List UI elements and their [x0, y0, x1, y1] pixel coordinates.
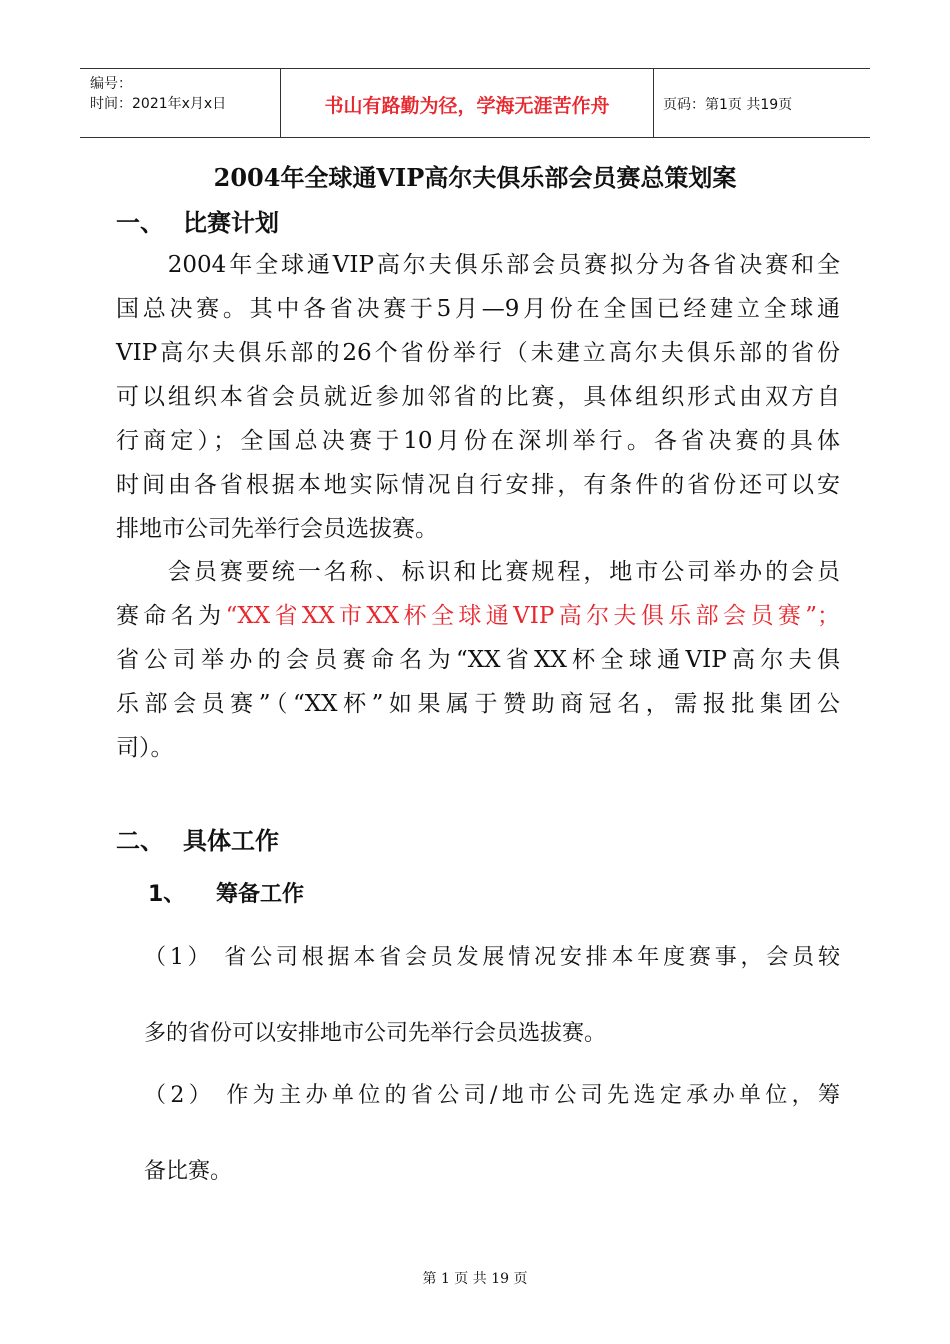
paragraph-line: 排地市公司先举行会员选拔赛。: [116, 516, 438, 542]
list-item-line: 备比赛。: [144, 1159, 233, 1184]
list-item-line: （1） 省公司根据本省会员发展情况安排本年度赛事，会员较: [144, 945, 840, 970]
subsection-1-title: 筹备工作: [216, 882, 305, 907]
paragraph-line: 行商定）；全国总决赛于10月份在深圳举行。各省决赛的具体: [116, 428, 840, 454]
paragraph-line: 省公司举办的会员赛命名为“XX省XX杯全球通VIP高尔夫俱: [116, 647, 840, 673]
highlighted-event-name: “XX省XX市XX杯全球通VIP高尔夫俱乐部会员赛”；: [225, 603, 840, 629]
section-1-number: 一、: [116, 209, 164, 237]
section-1-paragraph-1: [116, 243, 840, 551]
header-meta-cell: [80, 69, 280, 137]
list-item-line: 多的省份可以安排地市公司先举行会员选拔赛。: [144, 1021, 607, 1046]
paragraph-text: 赛命名为: [116, 603, 226, 629]
paragraph-line: 2004年全球通VIP高尔夫俱乐部会员赛拟分为各省决赛和全: [116, 252, 840, 278]
header-table: [80, 68, 870, 138]
document-time-label: 时间：2021年x月x日: [90, 96, 227, 112]
section-2-title: 具体工作: [183, 827, 279, 855]
header-page-cell: [653, 69, 870, 137]
subsection-1-number: 1、: [148, 882, 186, 907]
paragraph-line: 国总决赛。其中各省决赛于5月—9月份在全国已经建立全球通: [116, 296, 840, 322]
paragraph-line: 司）。: [116, 735, 174, 761]
section-2-number: 二、: [116, 827, 164, 855]
paragraph-line-with-highlight: [116, 594, 840, 638]
paragraph-line: VIP高尔夫俱乐部的26个省份举行（未建立高尔夫俱乐部的省份: [116, 340, 840, 366]
paragraph-line: 会员赛要统一名称、标识和比赛规程，地市公司举办的会员: [116, 559, 840, 585]
document-number-label: 编号：: [90, 76, 132, 92]
header-motto: 书山有路勤为径，学海无涯苦作舟: [324, 95, 610, 117]
section-1-paragraph-2: [116, 550, 840, 770]
header-motto-cell: [280, 69, 654, 137]
paragraph-line: 时间由各省根据本地实际情况自行安排，有条件的省份还可以安: [116, 472, 840, 498]
paragraph-line: 乐部会员赛”（“XX杯”如果属于赞助商冠名，需报批集团公: [116, 691, 840, 717]
header-page-info: 页码：第1页 共19页: [663, 97, 793, 113]
section-1-title: 比赛计划: [183, 209, 279, 237]
paragraph-line: 可以组织本省会员就近参加邻省的比赛，具体组织形式由双方自: [116, 384, 840, 410]
page-footer: 第 1 页 共 19 页: [422, 1271, 528, 1287]
document-title: 2004年全球通VIP高尔夫俱乐部会员赛总策划案: [213, 163, 737, 192]
list-item-line: （2） 作为主办单位的省公司/地市公司先选定承办单位，筹: [144, 1083, 840, 1108]
